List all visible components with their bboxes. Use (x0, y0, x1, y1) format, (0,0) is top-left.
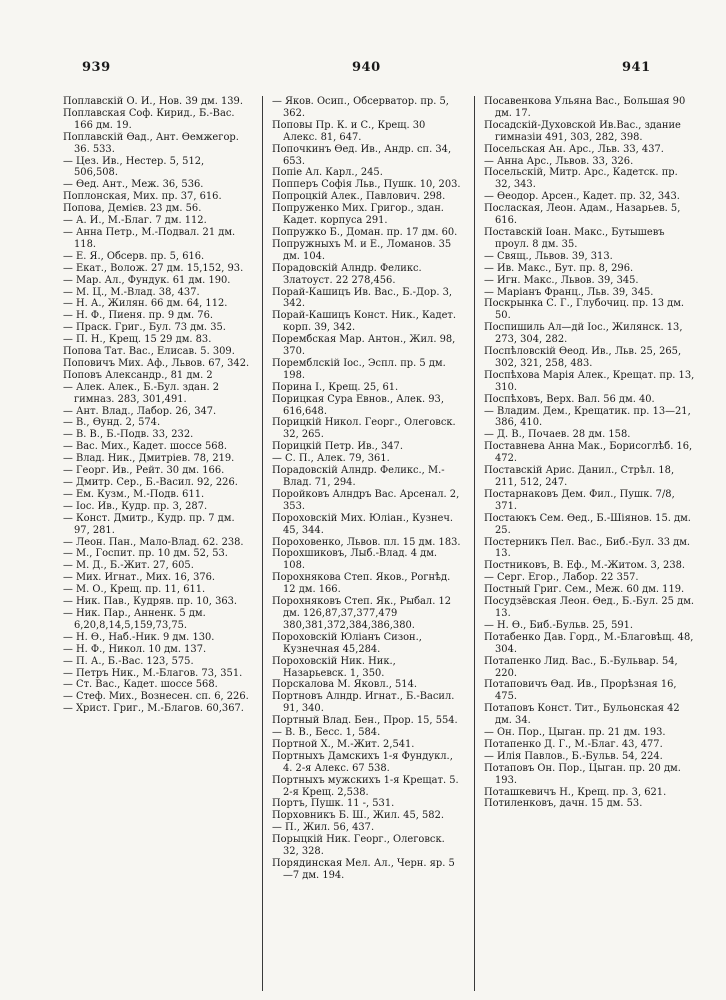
directory-entry: Поплавская Соф. Кирид., Б.-Вас. 166 дм. 19. (63, 107, 235, 131)
directory-entry: Порицкій Никол. Георг., Олеговск. 32, 265. (272, 417, 456, 441)
directory-entry: Портныхъ Дамскихъ 1-я Фундукл., 4. 2-я Алекс. 67 538. (272, 750, 453, 774)
directory-entry: Поповы Пр. К. и С., Крещ. 30 Алекс. 81, 647. (272, 119, 426, 143)
directory-entry: — Екат., Волож. 27 дм. 15,152, 93. (63, 262, 244, 274)
directory-entry: Потаповъ Конст. Тит., Бульонская 42 дм. 34. (484, 703, 680, 727)
directory-entry: — В. В., Бесс. 1, 584. (272, 727, 381, 739)
directory-entry: — Яков. Осип., Обсерватор. пр. 5, 362. (272, 96, 449, 119)
directory-entry: — Ем. Кузм., М.-Подв. 611. (63, 488, 205, 500)
directory-entry: — Игн. Макс., Львов. 39, 345. (484, 274, 639, 286)
directory-entry: Попружныхъ М. и Е., Ломанов. 35 дм. 104. (272, 238, 452, 262)
directory-entry: Портный Влад. Бен., Прор. 15, 554. (272, 715, 458, 727)
column-divider (262, 96, 263, 991)
directory-entry: — В. В., Б.-Подв. 33, 232. (63, 429, 194, 441)
directory-entry: Порохшиковъ, Лыб.-Влад. 4 дм. 108. (272, 548, 438, 572)
directory-entry: Поскрынка С. Г., Глубочиц. пр. 13 дм. 50. (484, 298, 685, 322)
directory-entry: Пороховскій Ник. Ник., Назарьевск. 1, 350. (272, 655, 396, 679)
directory-entry: — Ѳеодор. Арсен., Кадет. пр. 32, 343. (484, 191, 680, 203)
directory-entry: Поплавскій Ѳад., Ант. Ѳемжегор. 36. 533. (63, 131, 239, 155)
directory-entry: Пороховскій Юліанъ Сизон., Кузнечная 45,284. (272, 631, 422, 655)
directory-entry: Порховникъ Б. Ш., Жил. 45, 582. (272, 810, 444, 822)
directory-entry: Поройковъ Алндръ Вас. Арсенал. 2, 353. (272, 488, 460, 512)
directory-entry: Попруженко Мих. Григор., здан. Кадет. корпуса 291. (272, 203, 444, 227)
directory-entry: — Ст. Вас., Кадет. шоссе 568. (63, 679, 218, 691)
directory-entry: Поспишиль Ал—дй Іос., Жилянск. 13, 273, 304, 282. (484, 322, 683, 346)
directory-entry: Попіе Ал. Карл., 245. (272, 167, 383, 179)
directory-entry: Потиленковъ, дачн. 15 дм. 53. (484, 798, 643, 810)
directory-entry: Поплавскій О. И., Нов. 39 дм. 139. (63, 96, 243, 107)
directory-entry: — П. А., Б.-Вас. 123, 575. (63, 655, 194, 667)
directory-entry: — Влад. Ник., Дмитріев. 78, 219. (63, 453, 235, 465)
directory-entry: — Н. Ф., Никол. 10 дм. 137. (63, 643, 207, 655)
directory-entry: Порина І., Крещ. 25, 61. (272, 381, 399, 393)
directory-entry: — Ѳед. Ант., Меж. 36, 536. (63, 179, 204, 191)
directory-entry: Порицкій Петр. Ив., 347. (272, 441, 403, 453)
directory-entry: — Дмитр. Сер., Б.-Васил. 92, 226. (63, 477, 238, 488)
directory-entry: — М. Ц., М.-Влад. 38, 437. (63, 286, 200, 298)
directory-entry: Поставскій Іоан. Макс., Бутышевъ проул. 8 дм. 35. (484, 226, 665, 250)
directory-entry: — А. И., М.-Благ. 7 дм. 112. (63, 215, 207, 227)
directory-entry: Потапенко Лид. Вас., Б.-Бульвар. 54, 220. (484, 655, 678, 679)
directory-entry: — Владим. Дем., Крещатик. пр. 13—21, 386, 410. (484, 405, 691, 429)
directory-entry: Поспѣхова Марія Алек., Крещат. пр. 13, 310. (484, 369, 695, 393)
directory-entry: — М., Госпит. пр. 10 дм. 52, 53. (63, 548, 228, 560)
directory-entry: Порядинская Мел. Ал., Черн. яр. 5—7 дм. 194. (272, 858, 455, 881)
directory-entry: Попова Тат. Вас., Елисав. 5. 309. (63, 346, 235, 358)
directory-entry: — Мар. Ал., Фундук. 61 дм. 190. (63, 274, 231, 286)
directory-entry: — Цез. Ив., Нестер. 5, 512, 506,508. (63, 155, 205, 179)
directory-entry: — Іос. Ив., Кудр. пр. 3, 287. (63, 500, 208, 512)
directory-entry: Порохняковъ Степ. Як., Рыбал. 12 дм. 126,87,37,377,479 380,381,372,384,386,380. (272, 596, 452, 631)
directory-entry: Посельскій, Митр. Арс., Кадетск. пр. 32, 343. (484, 167, 678, 191)
directory-entry: Потабенко Дав. Горд., М.-Благовѣщ. 48, 304. (484, 631, 694, 655)
directory-entry: Поповичъ Мих. Аф., Львов. 67, 342. (63, 357, 250, 369)
directory-entry: Порембская Мар. Антон., Жил. 98, 370. (272, 334, 456, 358)
directory-entry: Портныхъ мужскихъ 1-я Крещат. 5. 2-я Крещ. 2,538. (272, 774, 459, 798)
directory-entry: Посадскій-Духовской Ив.Вас., здание гимназіи 491, 303, 282, 398. (484, 119, 681, 143)
page-number-right: 941 (622, 60, 651, 75)
directory-entry: Порицкая Сура Евнов., Алек. 93, 616,648. (272, 393, 444, 417)
page-number-center: 940 (352, 60, 381, 75)
directory-entry: — Свящ., Львов. 39, 313. (484, 250, 613, 262)
directory-entry: — П., Жил. 56, 437. (272, 822, 375, 834)
directory-entry: — Н. Ф., Пиеня. пр. 9 дм. 76. (63, 310, 213, 322)
directory-entry: — Серг. Егор., Лабор. 22 357. (484, 572, 639, 584)
directory-entry: — Илія Павлов., Б.-Бульв. 54, 224. (484, 750, 663, 762)
directory-entry: — Он. Пор., Цыган. пр. 21 дм. 193. (484, 727, 666, 739)
directory-entry: — Леон. Пан., Мало-Влад. 62. 238. (63, 536, 244, 548)
directory-entry: — Петръ Ник., М.-Благов. 73, 351. (63, 667, 243, 679)
directory-entry: Потапенко Д. Г., М.-Благ. 43, 477. (484, 738, 663, 750)
directory-column-1 (63, 96, 251, 715)
directory-entry: Поспѣховъ, Верх. Вал. 56 дм. 40. (484, 393, 655, 405)
directory-entry: Порохнякова Степ. Яков., Рогнѣд. 12 дм. 166. (272, 572, 451, 596)
directory-entry: Порай-Кашицъ Конст. Ник., Кадет. корп. 39, 342. (272, 310, 457, 334)
directory-entry: — Ник. Пав., Кудряв. пр. 10, 363. (63, 596, 238, 608)
directory-entry: Поремблскій Іос., Эспл. пр. 5 дм. 198. (272, 357, 446, 381)
directory-entry: Постарнаковъ Дем. Фил., Пушк. 7/8, 371. (484, 488, 675, 512)
directory-entry: — Анна Арс., Львов. 33, 326. (484, 155, 634, 167)
directory-entry: Пороховскій Мих. Юліан., Кузнеч. 45, 344. (272, 512, 454, 536)
directory-entry: Поповъ Александр., 81 дм. 2 (63, 369, 213, 381)
directory-entry: Поставскій Арис. Данил., Стрѣл. 18, 211, 512, 247. (484, 465, 675, 488)
directory-entry: — Георг. Ив., Рейт. 30 дм. 166. (63, 465, 225, 477)
directory-entry: — Ив. Макс., Бут. пр. 8, 296. (484, 262, 634, 274)
directory-entry: Поспѣловскій Ѳеод. Ив., Льв. 25, 265, 302, 321, 258, 483. (484, 346, 682, 369)
directory-entry: Посудзёвская Леон. Ѳед., Б.-Бул. 25 дм. 13. (484, 596, 695, 619)
directory-entry: — Н. Ѳ., Наб.-Ник. 9 дм. 130. (63, 631, 215, 643)
directory-entry: Попроцкій Алек., Павлович. 298. (272, 191, 446, 203)
directory-entry: — В., Ѳунд. 2, 574. (63, 417, 161, 429)
directory-entry: Портной Х., М.-Жит. 2,541. (272, 738, 415, 750)
directory-entry: Потаповъ Он. Пор., Цыган. пр. 20 дм. 193. (484, 762, 681, 786)
directory-entry: — М. Д., Б.-Жит. 27, 605. (63, 560, 194, 572)
directory-entry: — Вас. Мих., Кадет. шоссе 568. (63, 441, 227, 453)
directory-entry: Поташкевичъ Н., Крещ. пр. 3, 621. (484, 786, 667, 798)
directory-entry: Попова, Демієв. 23 дм. 56. (63, 203, 202, 215)
directory-entry: Портъ, Пушк. 11 -, 531. (272, 798, 395, 810)
directory-entry: — Анна Петр., М.-Подвал. 21 дм. 118. (63, 226, 236, 250)
column-divider (474, 96, 475, 991)
directory-entry: Постниковъ, В. Еф., М.-Житом. 3, 238. (484, 560, 686, 572)
directory-entry: — М. О., Крещ. пр. 11, 611. (63, 584, 206, 596)
directory-entry: Поплонская, Мих. пр. 37, 616. (63, 191, 222, 203)
directory-entry: — Конст. Дмитр., Кудр. пр. 7 дм. 97, 281. (63, 512, 235, 536)
directory-entry: Порадовскій Алндр. Феликс. Златоуст. 22 278,456. (272, 262, 422, 286)
directory-entry: — Христ. Григ., М.-Благов. 60,367. (63, 703, 244, 715)
directory-entry: — Мих. Игнат., Мих. 16, 376. (63, 572, 216, 584)
directory-entry: Посавенкова Ульяна Вас., Большая 90 дм. 17. (484, 96, 686, 119)
directory-entry: — Е. Я., Обсерв. пр. 5, 616. (63, 250, 205, 262)
directory-entry: Постный Григ. Сем., Меж. 60 дм. 119. (484, 584, 685, 596)
directory-entry: Попперъ Софія Льв., Пушк. 10, 203. (272, 179, 461, 191)
directory-entry: — Алек. Алек., Б.-Бул. здан. 2 гимназ. 283, 301,491. (63, 381, 220, 405)
directory-entry: — С. П., Алек. 79, 361. (272, 453, 390, 465)
directory-entry: Портновъ Алндр. Игнат., Б.-Васил. 91, 340. (272, 691, 455, 715)
directory-column-2 (272, 96, 462, 882)
directory-entry: Порскалова М. Яковл., 514. (272, 679, 417, 691)
directory-entry: — П. Н., Крещ. 15 29 дм. 83. (63, 334, 212, 346)
directory-entry: Постерникъ Пел. Вас., Биб.-Бул. 33 дм. 13. (484, 536, 691, 560)
directory-entry: Попружко Б., Доман. пр. 17 дм. 60. (272, 226, 458, 238)
directory-entry: — Ник. Пар., Анненк. 5 дм. 6,20,8,14,5,159,73,75. (63, 607, 206, 631)
directory-entry: Посельская Ан. Арс., Льв. 33, 437. (484, 143, 664, 155)
directory-entry: Порадовскій Алндр. Феликс., М.-Влад. 71, 294. (272, 465, 445, 488)
directory-entry: Потаповичъ Ѳад. Ив., Прорѣзная 16, 475. (484, 679, 677, 703)
directory-entry: Пороховенко, Львов. пл. 15 дм. 183. (272, 536, 461, 548)
directory-entry: — Н. А., Жилян. 66 дм. 64, 112. (63, 298, 228, 310)
directory-entry: — Праск. Григ., Бул. 73 дм. 35. (63, 322, 226, 334)
directory-column-3 (484, 96, 696, 810)
page-number-left: 939 (82, 60, 111, 75)
directory-entry: Поставнева Анна Мак., Борисоглѣб. 16, 472. (484, 441, 693, 465)
directory-entry: Постаюкъ Сем. Ѳед., Б.-Шіянов. 15. дм. 25. (484, 512, 691, 536)
directory-entry: — Маріанъ Франц., Льв. 39, 345. (484, 286, 654, 298)
directory-entry: — Ант. Влад., Лабор. 26, 347. (63, 405, 217, 417)
directory-entry: — Н. Ѳ., Биб.-Бульв. 25, 591. (484, 619, 634, 631)
directory-entry: — Стеф. Мих., Вознесен. сп. 6, 226. (63, 691, 249, 703)
directory-entry: Послаская, Леон. Адам., Назарьев. 5, 616. (484, 203, 681, 227)
directory-entry: Порыцкій Ник. Георг., Олеговск. 32, 328. (272, 834, 445, 858)
directory-entry: — Д. В., Почаев. 28 дм. 158. (484, 429, 631, 441)
directory-entry: Порай-Кашицъ Ив. Вас., Б.-Дор. 3, 342. (272, 286, 453, 310)
directory-entry: Попочкинъ Ѳед. Ив., Андр. сп. 34, 653. (272, 143, 452, 167)
